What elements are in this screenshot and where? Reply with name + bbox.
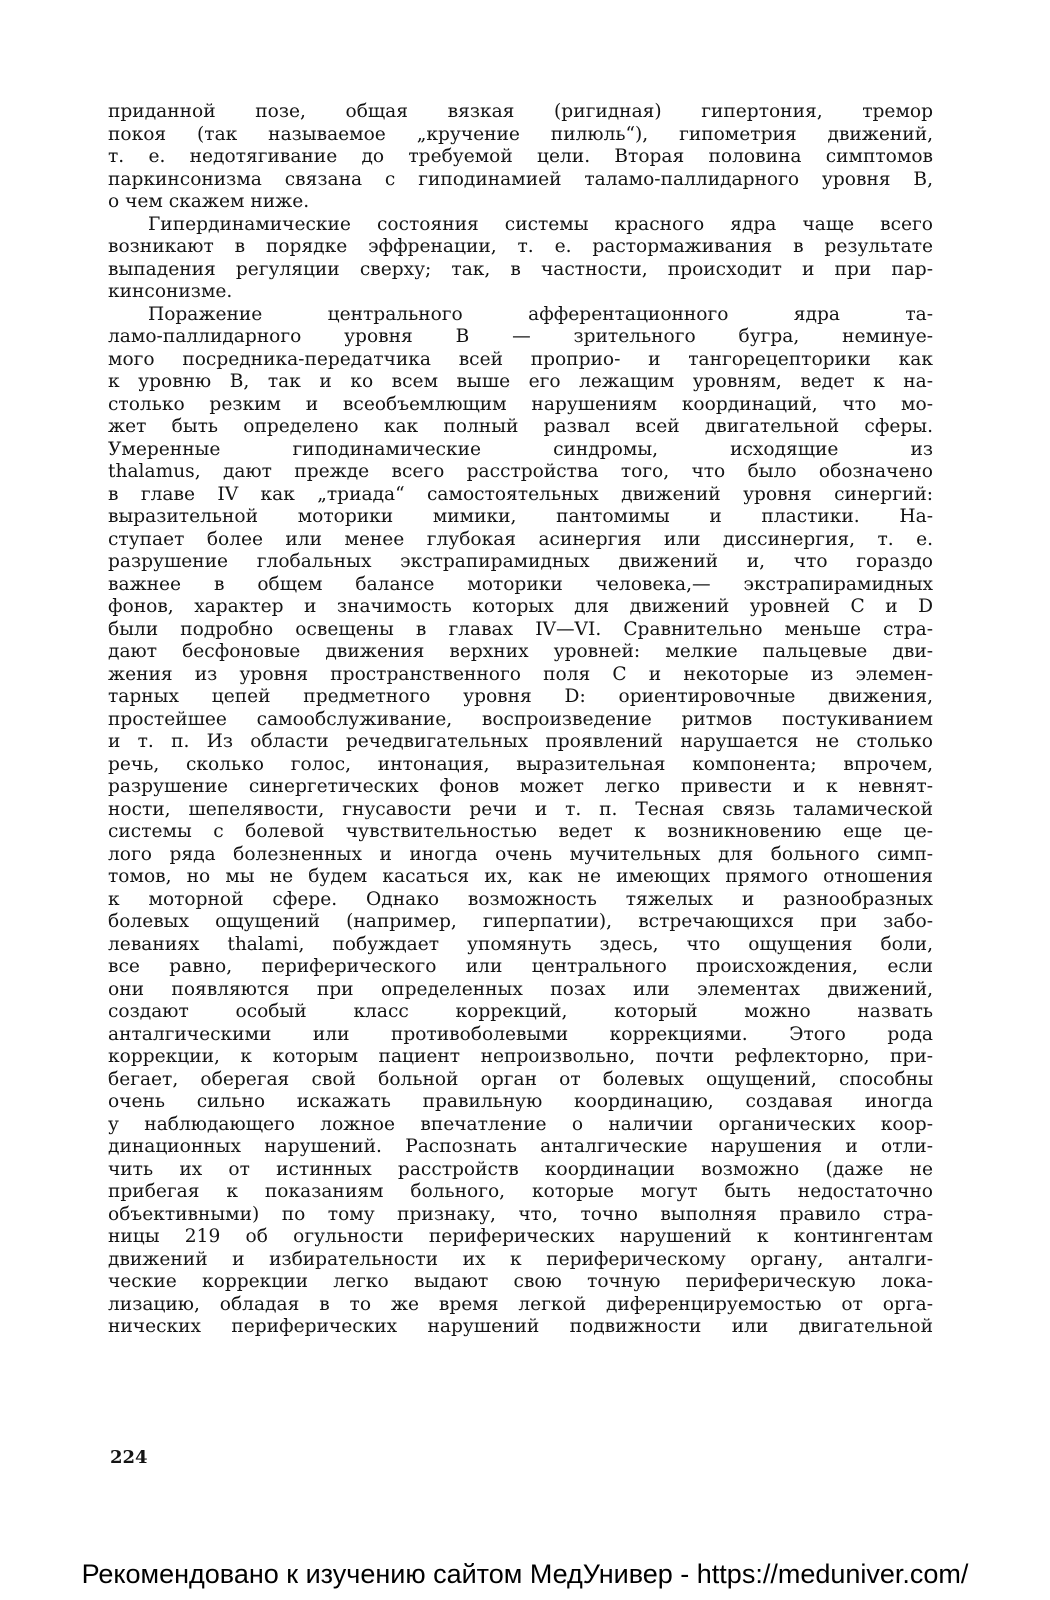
text-line: покоя (так называемое „кручение пилюль“), гипометрия движений,	[108, 123, 933, 145]
text-line: разрушение синергетических фонов может легко привести и к невнят-	[108, 776, 933, 797]
paragraph-2	[108, 214, 933, 304]
text-line: анталгическими или противоболевыми коррекциями. Этого рода	[108, 1023, 933, 1045]
text-line: создают особый класс коррекций, который можно назвать	[108, 1001, 933, 1022]
text-line: лизацию, обладая в то же время легкой диференцируемостью от орга-	[108, 1293, 933, 1315]
text-line: фонов, характер и значимость которых для движений уровней C и D	[108, 596, 933, 617]
text-line: нических периферических нарушений подвижности или двигательной	[108, 1316, 933, 1337]
text-line: жет быть определено как полный развал всей двигательной сферы.	[108, 416, 933, 437]
text-line: к уровню B, так и ко всем выше его лежащим уровням, ведет к на-	[108, 371, 933, 392]
text-line: важнее в общем балансе моторики человека,— экстрапирамидных	[108, 573, 933, 595]
text-line: ламо-паллидарного уровня B — зрительного бугра, неминуе-	[108, 326, 933, 347]
text-line: к моторной сфере. Однако возможность тяжелых и разнообразных	[108, 888, 933, 910]
text-line: ческие коррекции легко выдают свою точную периферическую лока-	[108, 1271, 933, 1292]
text-line: приданной позе, общая вязкая (ригидная) гипертония, тремор	[108, 101, 933, 122]
text-line: Гипердинамические состояния системы красного ядра чаще всего	[148, 213, 933, 235]
text-line: прибегая к показаниям больного, которые могут быть недостаточно	[108, 1181, 933, 1202]
text-line: объективными) по тому признаку, что, точно выполняя правило стра-	[108, 1203, 933, 1225]
text-line: ступает более или менее глубокая асинергия или диссинергия, т. е.	[108, 528, 933, 550]
text-line: томов, но мы не будем касаться их, как не имеющих прямого отношения	[108, 866, 933, 887]
text-line: т. е. недотягивание до требуемой цели. Вторая половина симптомов	[108, 146, 933, 167]
text-line: жения из уровня пространственного поля C и некоторые из элемен-	[108, 663, 933, 685]
text-line: выразительной моторики мимики, пантомимы и пластики. На-	[108, 506, 933, 527]
footer-banner: Рекомендовано к изучению сайтом МедУнивер - https://meduniver.com/	[81, 1559, 969, 1589]
body-text	[108, 101, 933, 1339]
text-line: речь, сколько голос, интонация, выразительная компонента; впрочем,	[108, 753, 933, 775]
text-line: были подробно освещены в главах IV—VI. Сравнительно меньше стра-	[108, 618, 933, 640]
text-line: thalamus, дают прежде всего расстройства того, что было обозначено	[108, 461, 933, 482]
text-line: все равно, периферического или центрального происхождения, если	[108, 956, 933, 977]
text-line: очень сильно искажать правильную координацию, создавая иногда	[108, 1091, 933, 1112]
text-line: Умеренные гиподинамические синдромы, исходящие из	[108, 438, 933, 460]
text-line: выпадения регуляции сверху; так, в частности, происходит и при пар-	[108, 258, 933, 280]
text-line: простейшее самообслуживание, воспроизведение ритмов постукиванием	[108, 708, 933, 730]
paragraph-1	[108, 101, 933, 214]
text-line: и т. п. Из области речедвигательных проявлений нарушается не столько	[108, 731, 933, 752]
text-line: движений и избирательности их к периферическому органу, анталги-	[108, 1248, 933, 1270]
text-line: системы с болевой чувствительностью ведет к возникновению еще це-	[108, 821, 933, 842]
text-line: возникают в порядке эффренации, т. е. растормаживания в результате	[108, 236, 933, 257]
text-line: Поражение центрального афферентационного ядра та-	[148, 303, 933, 325]
text-line: разрушение глобальных экстрапирамидных движений и, что гораздо	[108, 551, 933, 572]
text-line: чить их от истинных расстройств координации возможно (даже не	[108, 1158, 933, 1180]
text-line: динационных нарушений. Распознать анталгические нарушения и отли-	[108, 1136, 933, 1157]
text-line: кинсонизме.	[108, 281, 233, 302]
text-line: ности, шепелявости, гнусавости речи и т. п. Тесная связь таламической	[108, 798, 933, 820]
text-line: они появляются при определенных позах или элементах движений,	[108, 978, 933, 1000]
text-line: мого посредника-передатчика всей проприо- и тангорецепторики как	[108, 348, 933, 370]
text-line: коррекции, к которым пациент непроизвольно, почти рефлекторно, при-	[108, 1046, 933, 1067]
text-line: дают бесфоновые движения верхних уровней: мелкие пальцевые дви-	[108, 641, 933, 662]
page-number: 224	[110, 1447, 148, 1468]
text-line: болевых ощущений (например, гиперпатии), встречающихся при забо-	[108, 911, 933, 932]
text-line: леваниях thalami, побуждает упомянуть здесь, что ощущения боли,	[108, 933, 933, 955]
text-line: в главе IV как „триада“ самостоятельных движений уровня синергий:	[108, 483, 933, 505]
text-line: бегает, оберегая свой больной орган от болевых ощущений, способны	[108, 1068, 933, 1090]
text-line: паркинсонизма связана с гиподинамией таламо-паллидарного уровня B,	[108, 168, 933, 190]
text-line: ницы 219 об огульности периферических нарушений к контингентам	[108, 1226, 933, 1247]
text-line: лого ряда болезненных и иногда очень мучительных для больного симп-	[108, 843, 933, 865]
text-line: столько резким и всеобъемлющим нарушениям координаций, что мо-	[108, 393, 933, 415]
text-line: тарных цепей предметного уровня D: ориентировочные движения,	[108, 686, 933, 707]
text-line: у наблюдающего ложное впечатление о наличии органических коор-	[108, 1113, 933, 1135]
text-line: о чем скажем ниже.	[108, 191, 310, 212]
paragraph-3	[108, 304, 933, 1339]
